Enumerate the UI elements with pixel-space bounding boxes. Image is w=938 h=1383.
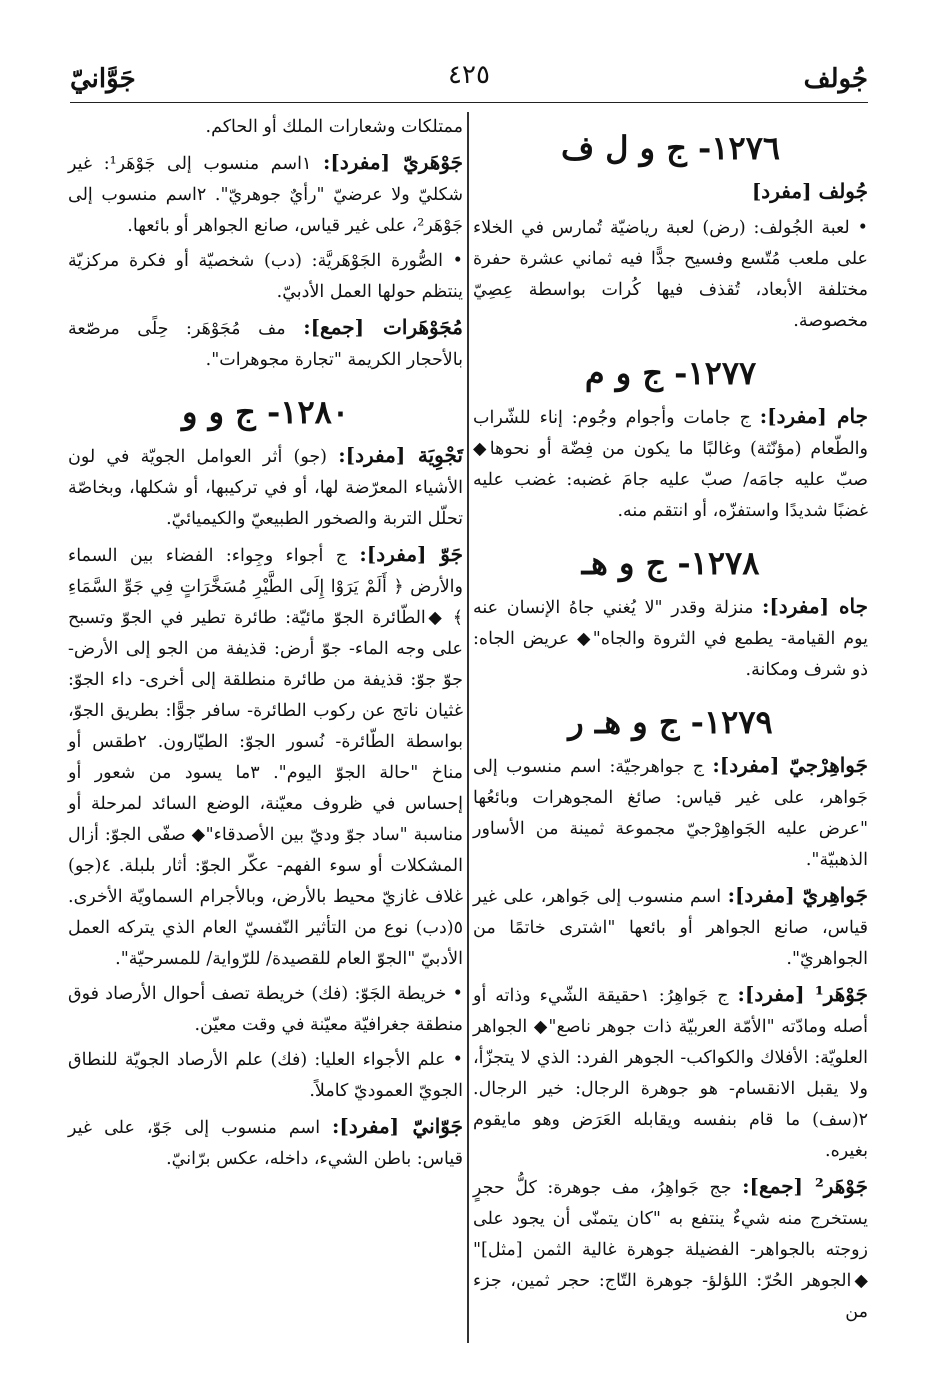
entry-jah (473, 591, 868, 686)
entry-essential-image: • الصُّورة الجَوْهَريَّة: (دب) شخصيّة أو فكرة مركزيّة ينتظم حولها العمل الأدبيّ. (68, 251, 463, 302)
headword: مُجَوْهَرات [جمع]: (303, 315, 463, 339)
header-last-word: جَوَّانيّ (70, 64, 136, 94)
definition: ج جواهرجيّة: اسم منسوب إلى جَواهر، على غير قياس: صائغ المجوهرات وبائعُها "عرض عليه الجَواهِرْجيّ مجموعة ثمينة من الأساور الذهبيّة". (473, 757, 868, 870)
headword: جَوّانيّ [مفرد]: (332, 1114, 463, 1138)
definition: منزلة وقدر "لا يُغني جاهُ الإنسان عنه يوم القيامة- يطمع في الثروة والجاه"◆ عريض الجاه: ذو شرف ومكانة. (473, 598, 868, 680)
definition: ج جامات وأجوام وجُوم: إناء للشّراب والطّعام (مؤنّثة) وغالبًا ما يكون من فِضّة أو نحوها◆ صبّ عليه جامَه/ صبّ عليه جامَ غضبه: غضب عليه غضبًا شديدًا واستفزّه، أو انتقم منه. (473, 408, 868, 521)
page-number: ٤٢٥ (448, 60, 490, 90)
right-column (473, 112, 868, 1332)
root-heading-1277: ١٢٧٧- ج و م (584, 354, 757, 392)
definition: (جو) أثر العوامل الجويّة في لون الأشياء المعرّضة لها، أو في تركيبها، أو شكلها، وبخاصّة تحلّل التربة والصخور الطبيعيّ والكيميائيّ. (68, 447, 463, 529)
headword: جَوْهَر² [جمع]: (742, 1174, 868, 1198)
headword: تَجْوِيَة [مفرد]: (338, 443, 463, 467)
definition: ج أجواء وجِواء: الفضاء بين السماء والأرض ﴿ أَلَمْ يَرَوْا إِلَى الطَّيْرِ مُسَخَّرَاتٍ فِي جَوِّ السَّمَاءِ ﴾ ◆الطّائرة الجوّ مائيّة: طائرة تطير في الجوّ وتسبح على وجه الماء- جوّ أرض: قذيفة من الجو إلى الأرض- جوّ جوّ: قذيفة من طائرة منطلقة إلى أخرى- داء الجوّ: غثيان ناتج عن ركوب الطائرة- سافر جوًّا: بطريق الجوّ، بواسطة الطّائرة- نُسور الجوّ: الطيّارون. ٢طقس أو مناخ "حالة الجوّ اليوم". ٣ما يسود من شعور أو إحساس في ظروف معيّنة، الوضع السائد لمرحلة أو مناسبة "ساد جوّ وديّ بين الأصدقاء"◆ صفّى الجوّ: أزال المشكلات أو سوء الفهم- عكّر الجوّ: أثار بلبلة. ٤(جو) غلاف غازيّ محيط بالأرض، وبالأجرام السماويّة الأخرى. ٥(دب) نوع من التأثير النّفسيّ العام الذي يتركه العمل الأدبيّ "الجوّ العام للقصيدة/ للرّواية/ للمسرحيّة". (68, 546, 464, 969)
headword: جَوْهَر¹ [مفرد]: (737, 982, 868, 1006)
entry-aerology: • علم الأجواء العليا: (فك) علم الأرصاد الجويّة للنطاق الجويّ العموديّ كاملاً. (68, 1050, 463, 1101)
column-divider (467, 112, 469, 1343)
headword: جُولف [مفرد] (751, 179, 868, 203)
entry-jawhari (68, 147, 463, 242)
entry-jam (473, 401, 868, 527)
entry-mujawharat (68, 312, 463, 376)
entry-jaw (68, 539, 463, 975)
root-heading-1276: ١٢٧٦- ج و ل ف (560, 129, 781, 167)
headword: جاه [مفرد]: (761, 594, 868, 618)
left-column (68, 112, 463, 1179)
header-first-word: جُولف (803, 64, 868, 94)
headword: جَواهِرْجيّ [مفرد]: (712, 753, 868, 777)
entry-tajwiya (68, 440, 463, 535)
root-heading-1278: ١٢٧٨- ج و هـ (581, 544, 760, 582)
definition: اسم منسوب إلى جَوّ، على غير قياس: باطن الشيء، داخله، عكس برّانيّ. (68, 1118, 463, 1169)
headword: جَوّ [مفرد]: (359, 542, 463, 566)
definition: جج جَواهِرُ، مف جوهرة: كلُّ حجرٍ يستخرج منه شيءٌ ينتفع به "كان يتمنّى أن يجود على زوجته بالجواهر- الفضيلة جوهرة غالية الثمن [مثل]" ◆الجوهر الحُرّ: اللؤلؤ- جوهرة التّاج: حجر ثمين، جزء من (473, 1178, 868, 1322)
definition: ١اسم منسوب إلى جَوْهَر¹: غير شكليّ ولا عرضيّ "رأيٌ جوهريّ". ٢اسم منسوب إلى جَوْهَر²، على غير قياس، صانع الجواهر أو بائعها. (68, 154, 464, 236)
headword: جام [مفرد]: (759, 404, 868, 428)
headword: جَواهِريّ [مفرد]: (727, 883, 868, 907)
entry-jawahiri (473, 880, 868, 975)
root-heading-1280: ١٢٨٠- ج و و (181, 393, 349, 431)
entry-golf-game: • لعبة الجُولف: (رض) لعبة رياضيّة تُمارس في الخلاء على ملعب مُتّسع وفسيح جدًّا فيه ثماني عشرة حفرة مختلفة الأبعاد، تُقذف فيها كُرات بواسطة عِصِيّ مخصوصة. (473, 218, 868, 331)
entry-golf (473, 176, 868, 209)
definition: ج جَواهِرُ: ١حقيقة الشّيء وذاته أو أصله ومادّته "الأمّة العربيّة ذات جوهر ناصع"◆ الجواهر العلويّة: الأفلاك والكواكب- الجوهر الفرد: الذي لا يتجزّأ، ولا يقبل الانقسام- هو جوهرة الرجال: خير الرجال. ٢(سف) ما قام بنفسه ويقابله العَرَض وهو مايقوم بغيره. (473, 986, 868, 1161)
headword: جَوْهَريّ [مفرد]: (322, 150, 464, 174)
entry-jawhar-2 (473, 1171, 868, 1328)
entry-weather-map: • خريطة الجَوّ: (فك) خريطة تصف أحوال الأرصاد فوق منطقة جغرافيّة معيّنة في وقت معيّن. (68, 984, 463, 1035)
entry-jawwani (68, 1111, 463, 1175)
entry-jawhar-1 (473, 979, 868, 1167)
root-heading-1279: ١٢٧٩- ج و هـ ر (568, 703, 773, 741)
continuation-text: ممتلكات وشعارات الملك أو الحاكم. (205, 117, 463, 137)
definition: اسم منسوب إلى جَواهر، على غير قياس، صانع الجواهر أو بائعها "اشترى خاتمًا من الجواهريّ". (473, 887, 868, 969)
entry-jawahirji (473, 750, 868, 876)
definition: مف مُجَوْهَر: حِلًى مرصّعة بالأحجار الكريمة "تجارة مجوهرات". (68, 319, 463, 370)
page-header (70, 58, 868, 103)
